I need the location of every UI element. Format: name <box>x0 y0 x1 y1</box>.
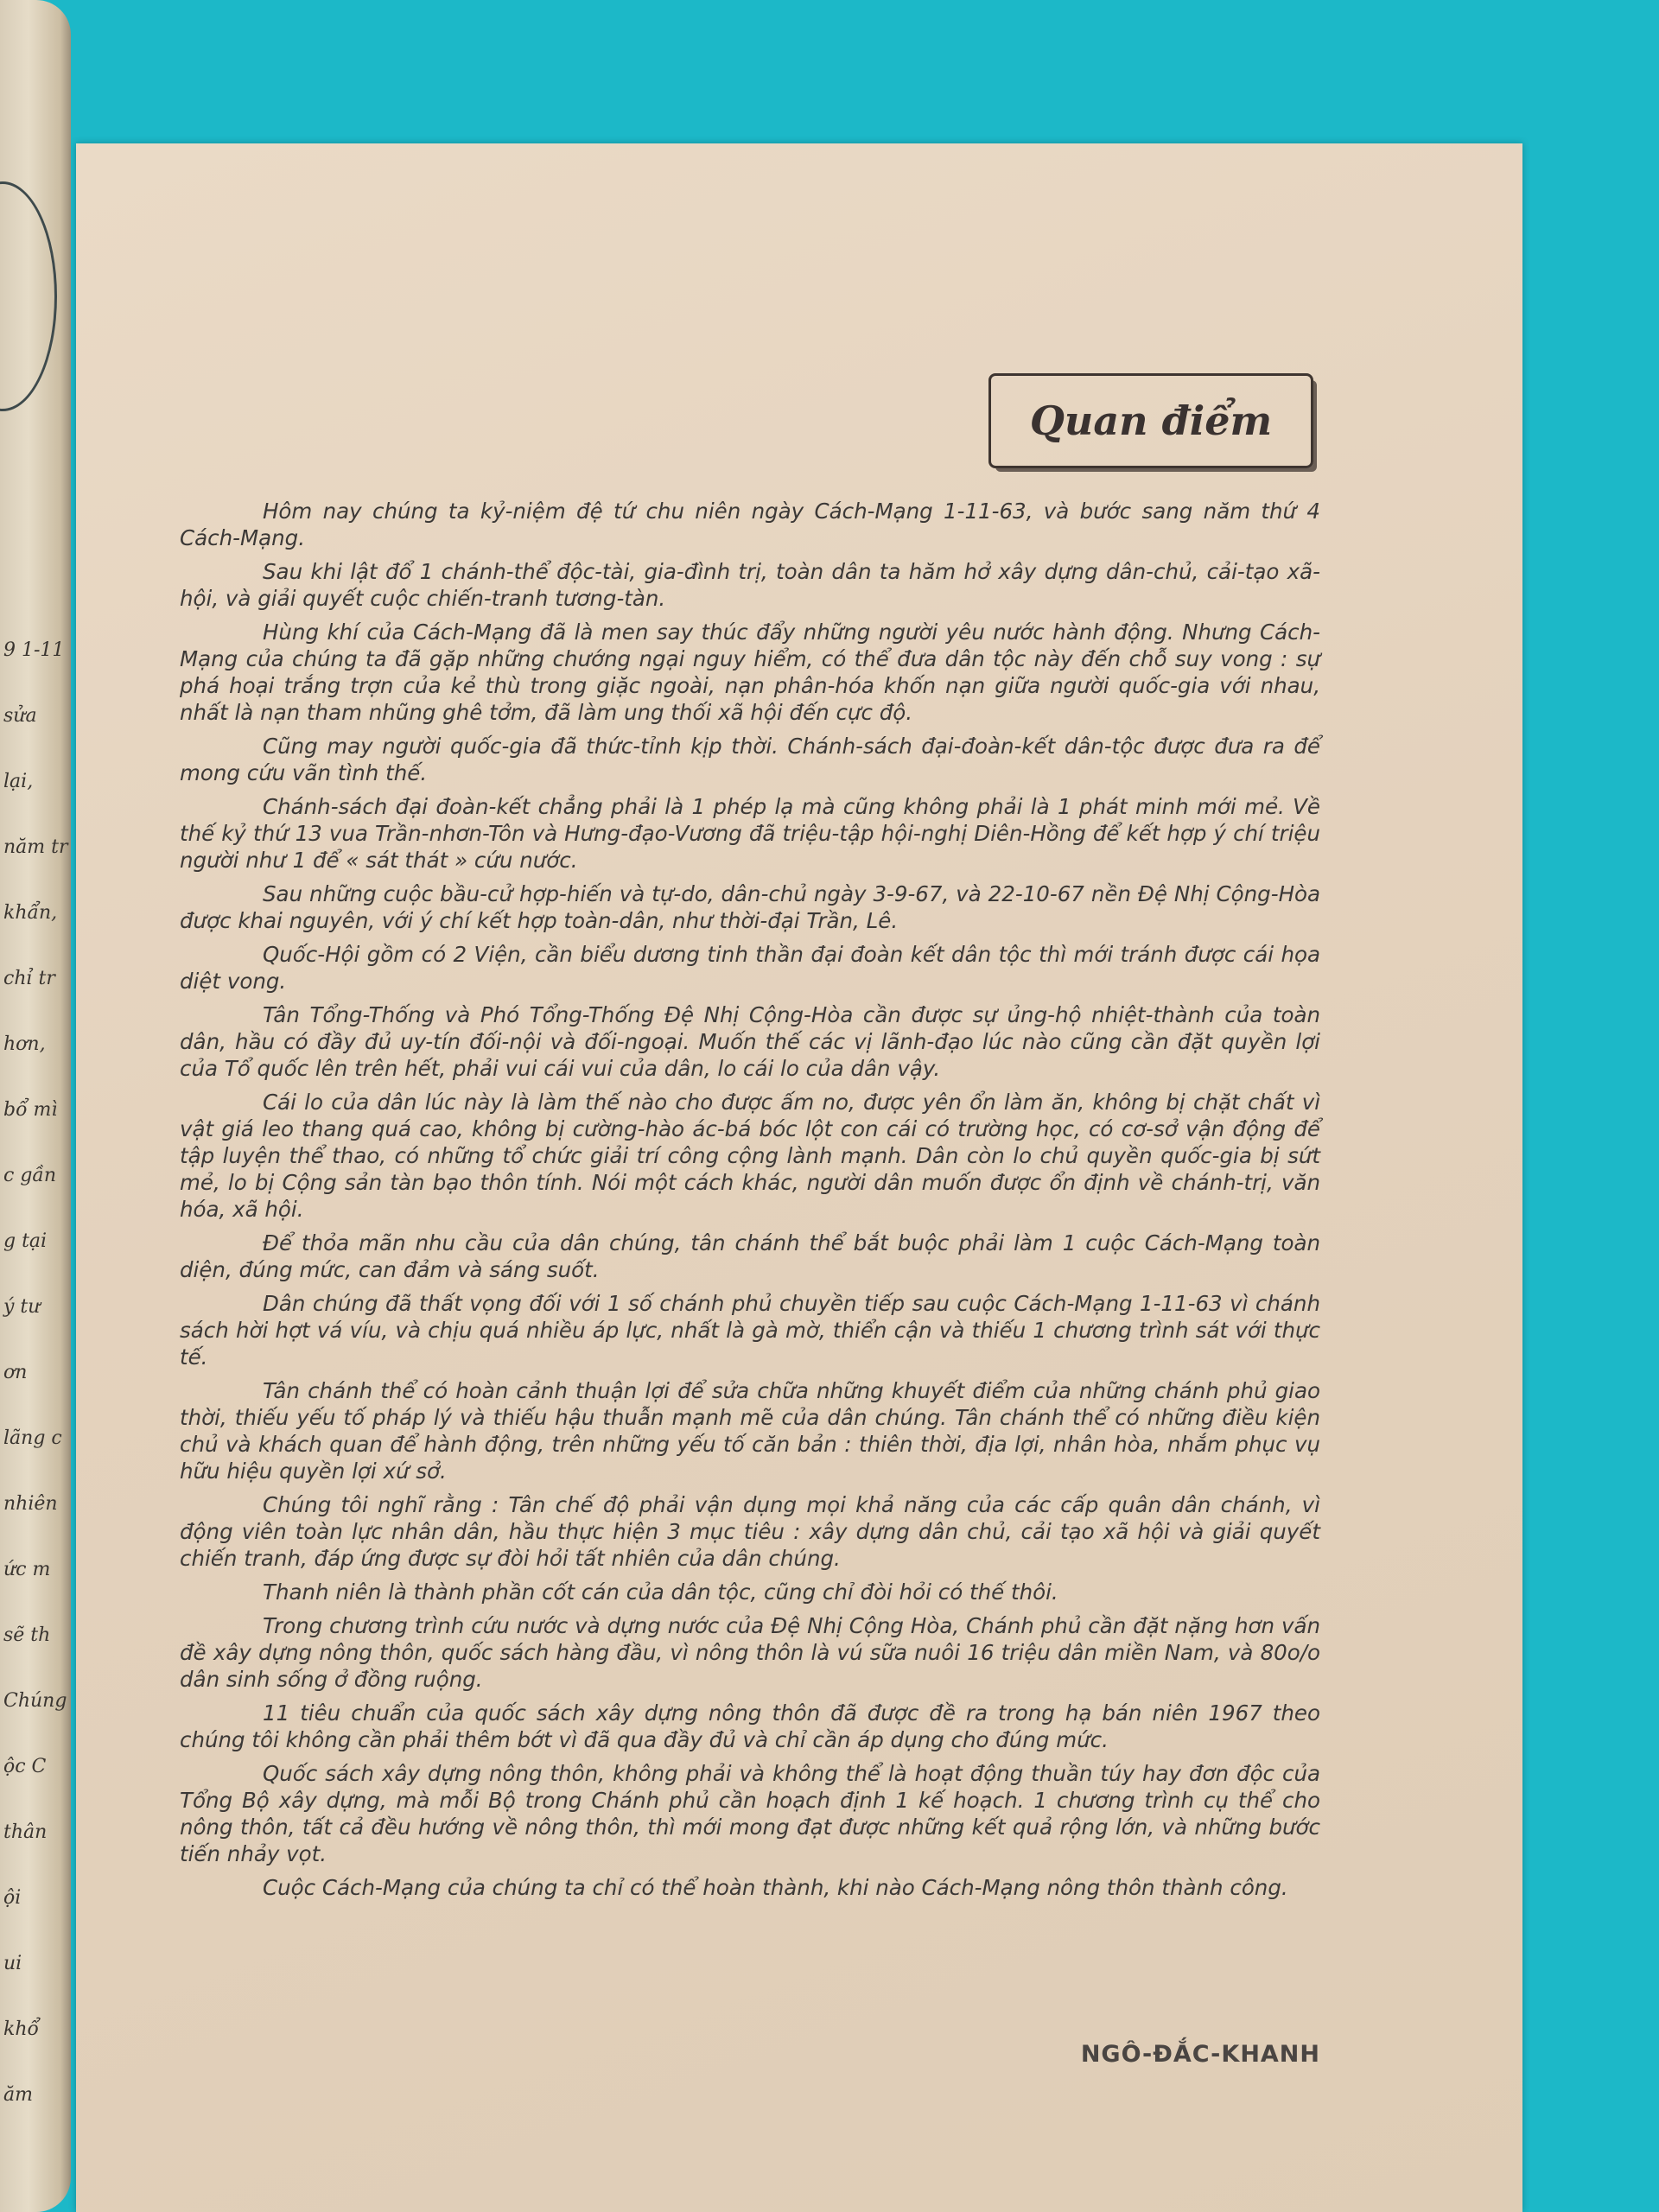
paragraph: 11 tiêu chuẩn của quốc sách xây dựng nông thôn đã được đề ra trong hạ bán niên 1967 theo chúng tôi không cần phải thêm bớt vì đã qua đầy đủ và chỉ cần áp dụng cho đúng mức. <box>180 1700 1320 1752</box>
page-curl-line <box>0 181 57 411</box>
paragraph: Chánh-sách đại đoàn-kết chẳng phải là 1 phép lạ mà cũng không phải là 1 phát minh mới mẻ. Về thế kỷ thứ 13 vua Trần-nhơn-Tôn và Hưng-đạo-Vương đã triệu-tập hội-nghị Diên-Hồng để kết hợp ý chí triệu người như 1 để « sát thát » cứu nước. <box>180 794 1320 873</box>
paragraph: Tân Tổng-Thống và Phó Tổng-Thống Đệ Nhị Cộng-Hòa cần được sự ủng-hộ nhiệt-thành của toàn dân, hầu có đầy đủ uy-tín đối-nội và đối-ngoại. Muốn thế các vị lãnh-đạo lúc nào cũng cần đặt quyền lợi của Tổ quốc lên trên hết, phải vui cái vui của dân, lo cái lo của dân vậy. <box>180 1002 1320 1081</box>
facing-page-fragment: bổ mì <box>3 1099 58 1121</box>
facing-page-fragment: ăm <box>3 2084 33 2106</box>
paragraph: Hôm nay chúng ta kỷ-niệm đệ tứ chu niên ngày Cách-Mạng 1-11-63, và bước sang năm thứ 4 Cách-Mạng. <box>180 499 1320 550</box>
facing-page-fragment: Chúng <box>3 1690 67 1712</box>
magazine-page <box>76 143 1522 2212</box>
facing-page-fragment: c gần <box>3 1165 57 1186</box>
paragraph: Sau những cuộc bầu-cử hợp-hiến và tự-do, dân-chủ ngày 3-9-67, và 22-10-67 nền Đệ Nhị Cộng-Hòa được khai nguyên, với ý chí kết hợp toàn-dân, như thời-đại Trần, Lê. <box>180 881 1320 933</box>
paragraph: Quốc sách xây dựng nông thôn, không phải và không thể là hoạt động thuần túy hay đơn độc của Tổng Bộ xây dựng, mà mỗi Bộ trong Chánh phủ cần hoạch định 1 kế hoạch. 1 chương trình cụ thể cho nông thôn, tất cả đều hướng về nông thôn, thì mới mong đạt được những kết quả rộng lớn, và những bước tiến nhảy vọt. <box>180 1761 1320 1866</box>
title-frame <box>988 373 1313 468</box>
facing-page-fragment: ội <box>3 1887 22 1909</box>
paragraph: Thanh niên là thành phần cốt cán của dân tộc, cũng chỉ đòi hỏi có thế thôi. <box>263 1580 1058 1605</box>
facing-page-fragment: ộc C <box>3 1756 47 1777</box>
paragraph: Quốc-Hội gồm có 2 Viện, cần biểu dương tinh thần đại đoàn kết dân tộc thì mới tránh được cái họa diệt vong. <box>180 942 1320 994</box>
facing-page-fragment: lại, <box>3 771 34 792</box>
author-signature: NGÔ-ĐẮC-KHANH <box>1080 2041 1320 2068</box>
facing-page-fragment: ức m <box>3 1559 51 1580</box>
facing-page-fragment: thân <box>3 1821 48 1843</box>
facing-page-fragment: 9 1-11 <box>3 639 65 661</box>
facing-page-fragment: khổ <box>3 2018 39 2040</box>
paragraph: Hùng khí của Cách-Mạng đã là men say thúc đẩy những người yêu nước hành động. Nhưng Cách-Mạng của chúng ta đã gặp những chướng ngại nguy hiểm, có thể đưa dân tộc này đến chỗ suy vong : sự phá hoại trắng trợn của kẻ thù trong giặc ngoài, nạn phân-hóa khốn nạn giữa người quốc-gia với nhau, nhất là nạn tham nhũng ghê tởm, đã làm ung thối xã hội đến cực độ. <box>180 620 1320 725</box>
facing-page-fragment: sẽ th <box>3 1624 51 1646</box>
facing-page-edge <box>0 0 71 2212</box>
article-title: Quan điểm <box>1029 397 1273 444</box>
facing-page-fragment: g tại <box>3 1230 48 1252</box>
paragraph: Trong chương trình cứu nước và dựng nước của Đệ Nhị Cộng Hòa, Chánh phủ cần đặt nặng hơn vấn đề xây dựng nông thôn, quốc sách hàng đầu, vì nông thôn là vú sữa nuôi 16 triệu dân miền Nam, và 80o/o dân sinh sống ở đồng ruộng. <box>180 1613 1320 1692</box>
paragraph: Sau khi lật đổ 1 chánh-thể độc-tài, gia-đình trị, toàn dân ta hăm hở xây dựng dân-chủ, cải-tạo xã-hội, và giải quyết cuộc chiến-tranh tương-tàn. <box>180 559 1320 611</box>
facing-page-fragment: chỉ tr <box>3 968 55 989</box>
paragraph: Cũng may người quốc-gia đã thức-tỉnh kịp thời. Chánh-sách đại-đoàn-kết dân-tộc được đưa ra để mong cứu vãn tình thế. <box>180 734 1320 785</box>
paragraph: Để thỏa mãn nhu cầu của dân chúng, tân chánh thể bắt buộc phải làm 1 cuộc Cách-Mạng toàn diện, đúng mức, can đảm và sáng suốt. <box>180 1230 1320 1282</box>
facing-page-fragment: ơn <box>3 1362 28 1383</box>
facing-page-fragment: năm tr <box>3 836 68 858</box>
facing-page-fragment: ui <box>3 1953 22 1974</box>
facing-page-fragment: nhiên <box>3 1493 58 1515</box>
facing-page-fragment: ý tư <box>3 1296 41 1318</box>
paragraph: Tân chánh thể có hoàn cảnh thuận lợi để sửa chữa những khuyết điểm của những chánh phủ giao thời, thiếu yếu tố pháp lý và thiếu hậu thuẫn mạnh mẽ của dân chúng. Tân chánh thể có những điều kiện chủ và khách quan để hành động, trên những yếu tố căn bản : thiên thời, địa lợi, nhân hòa, nhắm phục vụ hữu hiệu quyền lợi xứ sở. <box>180 1378 1320 1484</box>
paragraph: Chúng tôi nghĩ rằng : Tân chế độ phải vận dụng mọi khả năng của các cấp quân dân chánh, vì động viên toàn lực nhân dân, hầu thực hiện 3 mục tiêu : xây dựng dân chủ, cải tạo xã hội và giải quyết chiến tranh, đáp ứng được sự đòi hỏi tất nhiên của dân chúng. <box>180 1492 1320 1571</box>
facing-page-fragment: sửa <box>3 705 37 727</box>
paragraph: Cái lo của dân lúc này là làm thế nào cho được ấm no, được yên ổn làm ăn, không bị chặt chất vì vật giá leo thang quá cao, không bị cường-hào ác-bá bóc lột con cái có trường học, có cơ-sở vận động để tập luyện thể thao, có những tổ chức giải trí công cộng lành mạnh. Dân còn lo chủ quyền quốc-gia bị sứt mẻ, lo bị Cộng sản tàn bạo thôn tính. Nói một cách khác, người dân muốn được ổn định về chánh-trị, văn hóa, xã hội. <box>180 1090 1320 1222</box>
facing-page-fragment: hơn, <box>3 1033 46 1055</box>
facing-page-fragment: khẩn, <box>3 902 58 924</box>
paragraph: Dân chúng đã thất vọng đối với 1 số chánh phủ chuyền tiếp sau cuộc Cách-Mạng 1-11-63 vì chánh sách hời hợt vá víu, và chịu quá nhiều áp lực, nhất là gà mờ, thiển cận và thiếu 1 chương trình sát với thực tế. <box>180 1291 1320 1370</box>
facing-page-fragment: lãng c <box>3 1427 62 1449</box>
article-body <box>180 498 1320 1908</box>
paragraph: Cuộc Cách-Mạng của chúng ta chỉ có thể hoàn thành, khi nào Cách-Mạng nông thôn thành công. <box>263 1875 1288 1900</box>
